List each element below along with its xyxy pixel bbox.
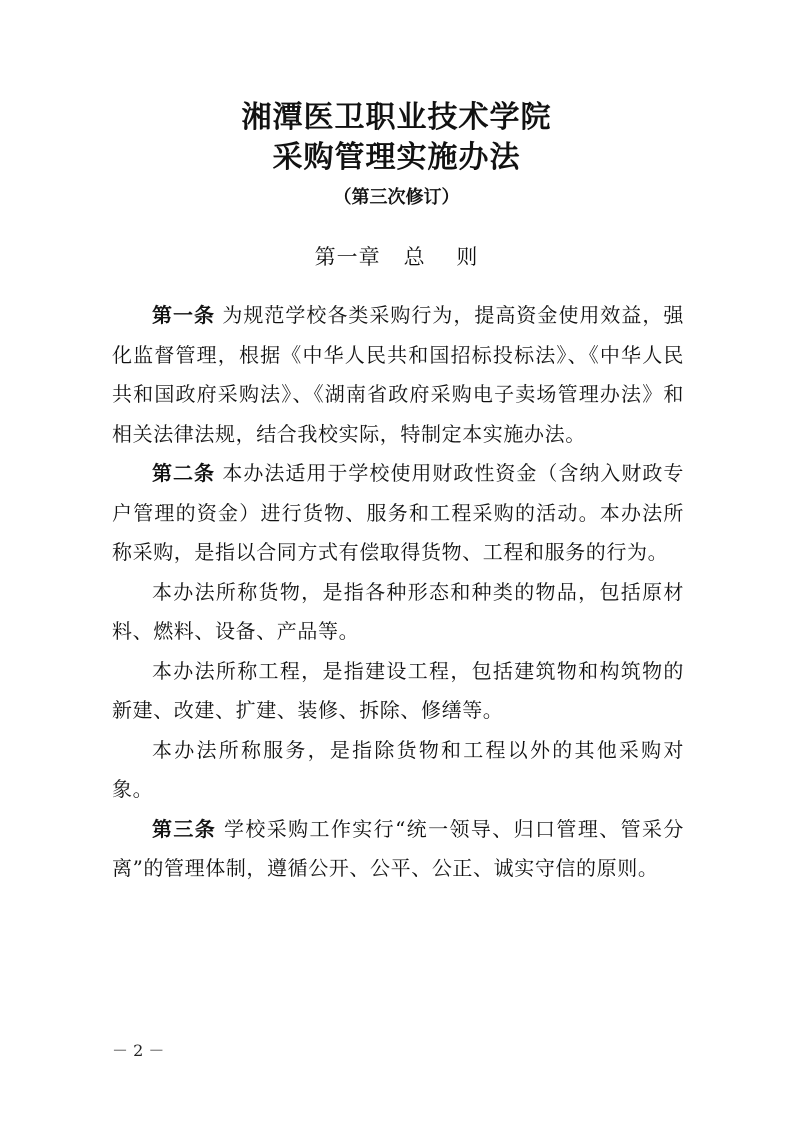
paragraph-text: 学校采购工作实行“统一领导、归口管理、管采分离”的管理体制，遵循公开、公平、公正、诚实守信的原则。 [112, 816, 684, 880]
article-label: 第二条 [152, 461, 216, 485]
goods-definition-paragraph [112, 573, 684, 652]
works-definition-paragraph [112, 652, 684, 731]
body-text [112, 296, 684, 889]
article-label: 第三条 [152, 816, 217, 841]
paragraph-text: 本办法适用于学校使用财政性资金（含纳入财政专户管理的资金）进行货物、服务和工程采购的活动。本办法所称采购，是指以合同方式有偿取得货物、工程和服务的行为。 [112, 461, 684, 564]
paragraph-text: 本办法所称工程，是指建设工程，包括建筑物和构筑物的新建、改建、扩建、装修、拆除、修缮等。 [112, 658, 684, 722]
document-title-line-2: 采购管理实施办法 [272, 140, 521, 175]
revision-subtitle: （第三次修订） [333, 187, 460, 208]
services-definition-paragraph [112, 731, 684, 810]
document-title-line-1: 湘潭医卫职业技术学院 [241, 100, 552, 135]
article-1-paragraph [112, 296, 684, 454]
page-number: － 2 － [112, 1041, 165, 1060]
chapter-heading: 第一章 总 则 [314, 245, 479, 269]
paragraph-text: 本办法所称服务，是指除货物和工程以外的其他采购对象。 [112, 737, 684, 801]
article-2-paragraph [112, 454, 684, 573]
article-3-paragraph [112, 810, 684, 889]
paragraph-text: 本办法所称货物，是指各种形态和种类的物品，包括原材料、燃料、设备、产品等。 [112, 579, 684, 643]
paragraph-text: 为规范学校各类采购行为，提高资金使用效益，强化监督管理，根据《中华人民共和国招标投标法》、《中华人民共和国政府采购法》、《湖南省政府采购电子卖场管理办法》和相关法律法规，结合我校实际，特制定本实施办法。 [112, 303, 684, 446]
article-label: 第一条 [152, 303, 216, 327]
